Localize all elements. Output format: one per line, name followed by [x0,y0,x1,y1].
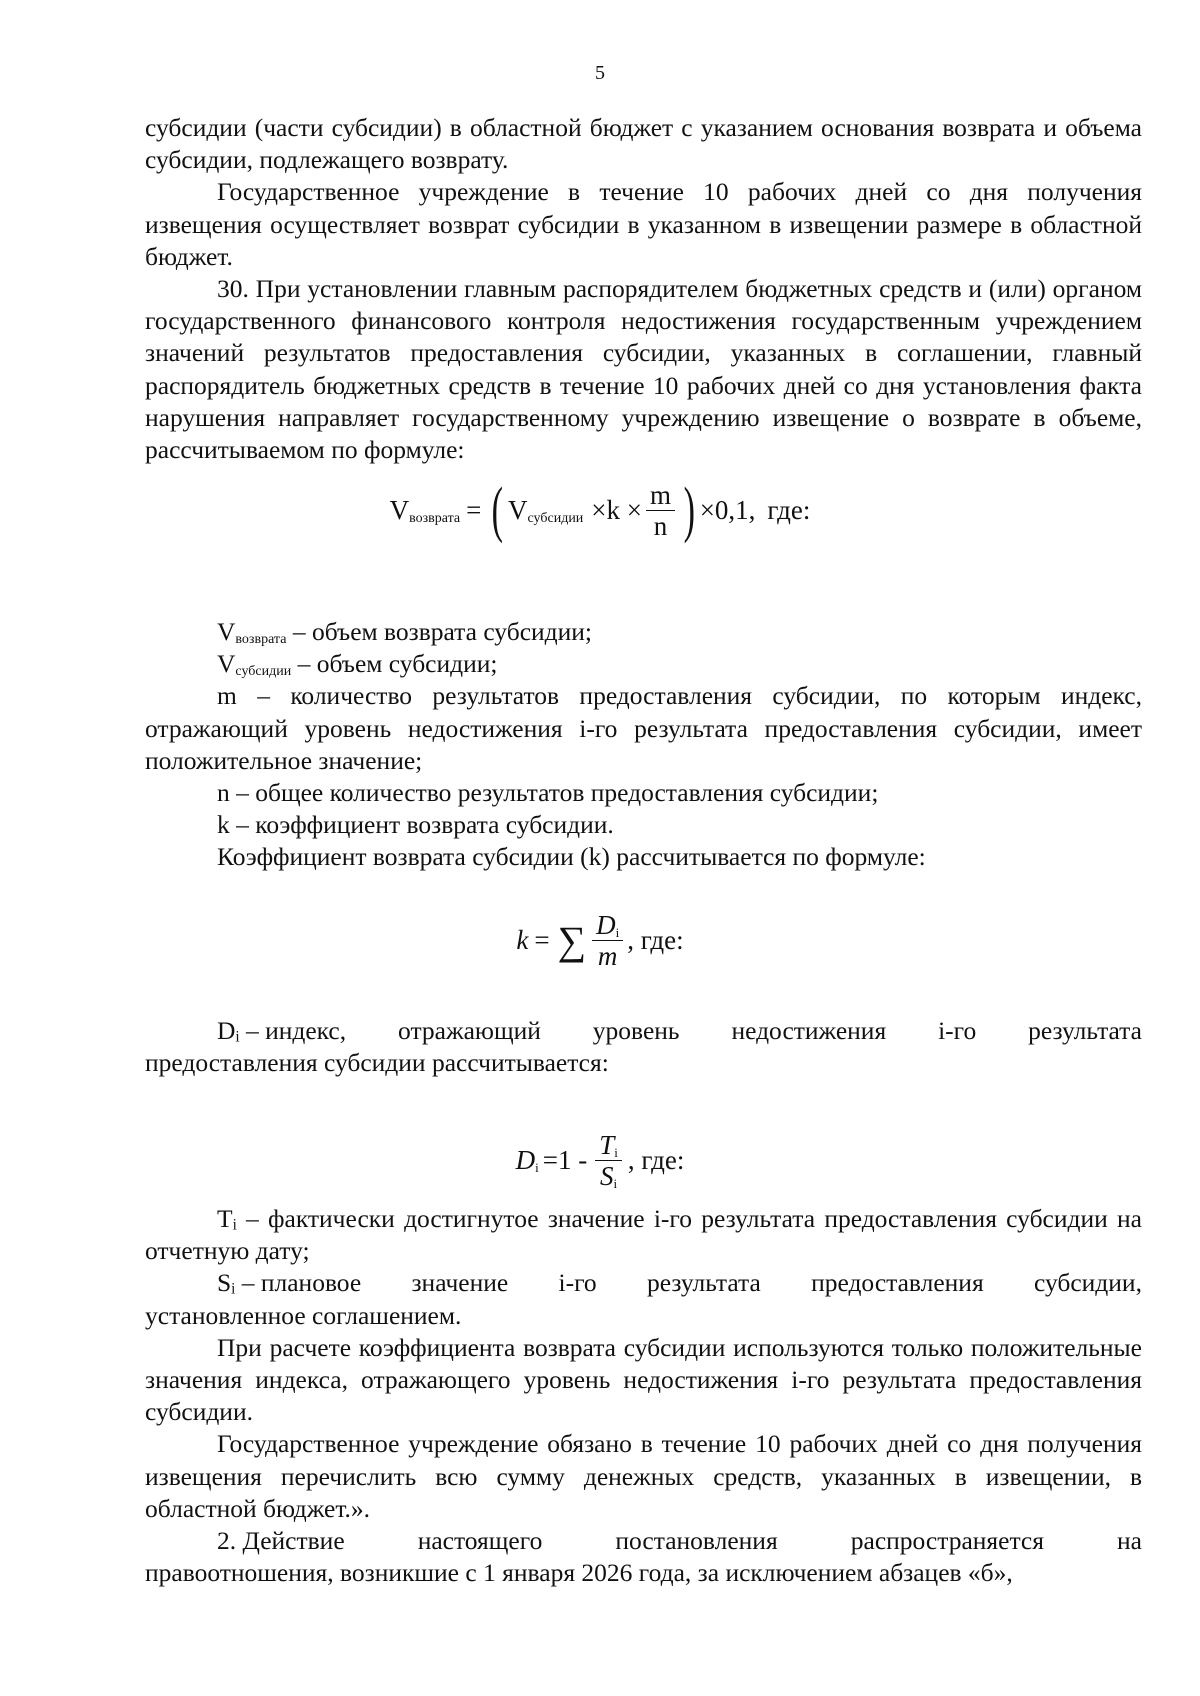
formula3-where: , где: [627,1144,685,1175]
di-def-line1 [217,1015,1142,1047]
def-v-return: $V_{возврата}$ – объем возврата субсидии; [217,617,593,647]
formula3-lhs: $D_i$ [515,1144,539,1175]
formula2-lhs: k [516,924,529,955]
paragraph-2: Государственное учреждение в течение 10 рабочих дней со дня получения извещения осуществляет возврат субсидии в указанном в извещении размере в областной бюджет. [145,177,1142,271]
paragraph-30: 30. При установлении главным распорядителем бюджетных средств и (или) органом государственного финансового контроля недостижения государственным учреждением значений результатов предоставления субсидии, указанных в соглашении, главный распорядитель бюджетных средств в течение 10 рабочих дней со дня установления факта нарушения направляет государственному учреждению извещение о возврате в объеме, рассчитываемом по формуле: [145,274,1142,465]
def-k: k – коэффициент возврата субсидии. [217,810,614,840]
formula2-sigma: ∑ [557,917,587,963]
item2-line1 [217,1525,1142,1557]
paragraph-positive-values: При расчете коэффициента возврата субсидии используются только положительные значения индекса, отражающего уровень недостижения i-го результата предоставления субсидии. [145,1332,1142,1427]
text-block-top [145,112,1142,466]
formula2-fraction [592,910,623,971]
formula1-denominator: n [653,510,668,541]
di-word-3: уровень [592,1016,680,1045]
si-word-1: Sᵢ – плановое [217,1268,362,1298]
formula2-numerator: $D_i$ [592,910,623,941]
di-word-2: отражающий [398,1016,541,1045]
formula1-left-paren: ( [492,476,504,544]
formula1-v-subsidy: $V_{субсидии}$ [508,494,584,526]
item2-line2: правоотношения, возникшие с 1 января 2026 года, за исключением абзацев «б», [145,1558,1013,1588]
def-m: m – количество результатов предоставления субсидии, по которым индекс, отражающий уровень недостижения i-го результата предоставления субсидии, имеет положительное значение; [145,681,1142,775]
si-word-6: субсидии, [1033,1268,1142,1298]
di-word-4: недостижения [731,1016,887,1045]
formula1-times-k: ×k × [591,494,643,525]
si-word-5: предоставления [811,1268,984,1298]
item2-word-4: распространяется [850,1526,1044,1556]
formula3-eq: =1 - [542,1144,588,1175]
formula1-eq: = [466,494,482,525]
formula2-denominator: m [597,940,618,971]
text-block-definitions [145,616,1142,874]
si-word-3: i-го [558,1268,597,1298]
k-intro: Коэффициент возврата субсидии (k) рассчитывается по формуле: [217,842,926,872]
si-word-4: результата [646,1268,761,1298]
def-v-subsidy: $V_{субсидии}$ – объем субсидии; [217,649,498,680]
si-def-line1 [217,1267,1142,1299]
def-n: n – общее количество результатов предоставления субсидии; [217,778,879,808]
formula2-where: , где: [627,924,684,955]
item2-word-1: 2. Действие [217,1526,345,1556]
page-number: 5 [595,62,605,84]
di-def-line2: предоставления субсидии рассчитывается: [145,1048,609,1078]
text-block-di [145,1015,1142,1079]
si-word-2: значение [411,1268,509,1298]
di-word-5: i-го [938,1016,977,1045]
formula1-v: $V_{возврата}$ [389,494,461,526]
formula-k [0,900,1200,980]
formula3-denominator: $S_i$ [600,1160,618,1191]
item2-word-3: постановления [615,1526,778,1556]
di-word-1: Dᵢ – индекс, [217,1016,347,1045]
text-block-bottom [145,1203,1142,1589]
formula2-eq: = [534,924,550,955]
di-word-6: результата [1028,1016,1142,1045]
formula1-fraction [646,480,675,541]
formula1-numerator: m [646,480,675,511]
paragraph-1: субсидии (части субсидии) в областной бюджет с указанием основания возврата и объема субсидии, подлежащего возврату. [145,113,1142,175]
def-ti: Tᵢ – фактически достигнутое значение i-го результата предоставления субсидии на отчетную дату; [145,1204,1142,1266]
paragraph-obligation: Государственное учреждение обязано в течение 10 рабочих дней со дня получения извещения перечислить всю сумму денежных средств, указанных в извещении, в областной бюджет.». [145,1429,1142,1523]
formula3-fraction [595,1130,622,1191]
item2-word-2: настоящего [417,1526,543,1556]
formula3-numerator: $T_i$ [595,1130,622,1161]
formula1-right-paren: ) [683,476,696,544]
item2-word-5: на [1117,1526,1142,1556]
si-def-line2: установленное соглашением. [145,1300,462,1330]
formula-di [0,1120,1200,1200]
formula1-tail: ×0,1, [699,494,756,525]
formula-return-volume [0,470,1200,550]
formula1-where: где: [767,494,811,525]
